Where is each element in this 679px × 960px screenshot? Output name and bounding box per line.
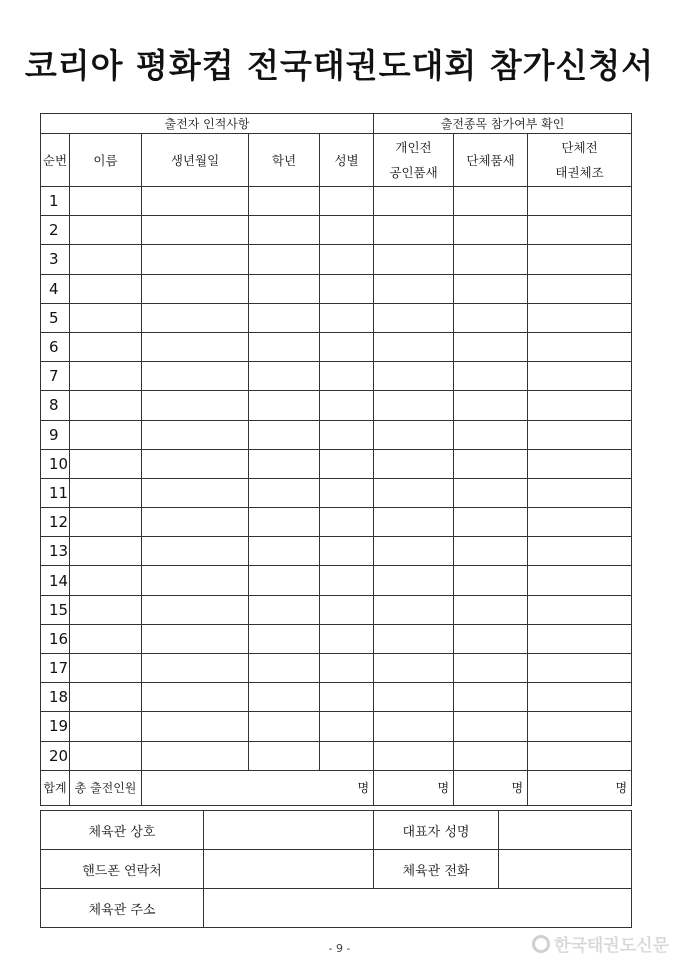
cell-name[interactable] xyxy=(70,654,142,683)
col-header-order: 순번 xyxy=(41,134,70,187)
representative-field[interactable] xyxy=(499,811,632,850)
cell-birth[interactable] xyxy=(142,478,249,507)
watermark-text: 한국태권도신문 xyxy=(554,936,669,956)
entry-rows xyxy=(41,187,632,771)
cell-birth[interactable] xyxy=(142,420,249,449)
cell-birth[interactable] xyxy=(142,216,249,245)
cell-individual[interactable] xyxy=(374,712,454,741)
total-label: 합계 xyxy=(41,770,70,805)
cell-name[interactable] xyxy=(70,303,142,332)
cell-team-poomsae[interactable] xyxy=(454,449,528,478)
table-row xyxy=(41,245,632,274)
table-row xyxy=(41,391,632,420)
col-header-birth: 생년월일 xyxy=(142,134,249,187)
cell-birth[interactable] xyxy=(142,274,249,303)
cell-birth[interactable] xyxy=(142,508,249,537)
row-number: 15 xyxy=(41,595,70,624)
row-number: 13 xyxy=(41,537,70,566)
page-title: 코리아 평화컵 전국태권도대회 참가신청서 xyxy=(24,46,655,85)
cell-birth[interactable] xyxy=(142,449,249,478)
cell-team[interactable] xyxy=(528,566,632,595)
cell-individual[interactable] xyxy=(374,654,454,683)
entry-table xyxy=(40,113,632,806)
cell-name[interactable] xyxy=(70,683,142,712)
cell-gender[interactable] xyxy=(320,624,374,653)
watermark xyxy=(532,931,669,956)
table-row xyxy=(41,683,632,712)
cell-team[interactable] xyxy=(528,712,632,741)
cell-individual[interactable] xyxy=(374,216,454,245)
cell-team[interactable] xyxy=(528,478,632,507)
cell-team-poomsae[interactable] xyxy=(454,508,528,537)
total-count-cell[interactable]: 명 xyxy=(142,770,374,805)
cell-team-poomsae[interactable] xyxy=(454,712,528,741)
cell-team[interactable] xyxy=(528,508,632,537)
cell-grade[interactable] xyxy=(249,216,320,245)
col-header-individual xyxy=(374,134,454,187)
cell-team-poomsae[interactable] xyxy=(454,274,528,303)
total-team-cell[interactable]: 명 xyxy=(528,770,632,805)
row-number: 9 xyxy=(41,420,70,449)
cell-gender[interactable] xyxy=(320,362,374,391)
cell-gender[interactable] xyxy=(320,449,374,478)
cell-team[interactable] xyxy=(528,245,632,274)
table-row xyxy=(41,187,632,216)
cell-grade[interactable] xyxy=(249,624,320,653)
cell-birth[interactable] xyxy=(142,654,249,683)
col-header-individual-line1: 개인전 xyxy=(395,140,432,155)
group-header-events: 출전종목 참가여부 확인 xyxy=(374,114,632,134)
cell-individual[interactable] xyxy=(374,624,454,653)
table-row xyxy=(41,566,632,595)
table-row xyxy=(41,741,632,770)
cell-grade[interactable] xyxy=(249,712,320,741)
cell-gender[interactable] xyxy=(320,683,374,712)
cell-individual[interactable] xyxy=(374,478,454,507)
cell-gender[interactable] xyxy=(320,303,374,332)
cell-grade[interactable] xyxy=(249,332,320,361)
row-number: 3 xyxy=(41,245,70,274)
cell-name[interactable] xyxy=(70,537,142,566)
row-number: 6 xyxy=(41,332,70,361)
row-number: 8 xyxy=(41,391,70,420)
cell-team-poomsae[interactable] xyxy=(454,537,528,566)
cell-birth[interactable] xyxy=(142,332,249,361)
cell-team-poomsae[interactable] xyxy=(454,245,528,274)
cell-individual[interactable] xyxy=(374,508,454,537)
row-number: 16 xyxy=(41,624,70,653)
cell-team[interactable] xyxy=(528,303,632,332)
row-number: 2 xyxy=(41,216,70,245)
cell-name[interactable] xyxy=(70,332,142,361)
col-header-name: 이름 xyxy=(70,134,142,187)
cell-grade[interactable] xyxy=(249,187,320,216)
cell-name[interactable] xyxy=(70,245,142,274)
col-header-team-poomsae: 단체품새 xyxy=(454,134,528,187)
cell-name[interactable] xyxy=(70,420,142,449)
row-number: 11 xyxy=(41,478,70,507)
cell-team[interactable] xyxy=(528,537,632,566)
table-row xyxy=(41,654,632,683)
cell-grade[interactable] xyxy=(249,274,320,303)
cell-gender[interactable] xyxy=(320,420,374,449)
cell-grade[interactable] xyxy=(249,303,320,332)
cell-team[interactable] xyxy=(528,362,632,391)
cell-team[interactable] xyxy=(528,332,632,361)
cell-individual[interactable] xyxy=(374,303,454,332)
table-row xyxy=(41,303,632,332)
col-header-team xyxy=(528,134,632,187)
cell-individual[interactable] xyxy=(374,245,454,274)
cell-team[interactable] xyxy=(528,420,632,449)
cell-gender[interactable] xyxy=(320,478,374,507)
total-team-poomsae-cell[interactable]: 명 xyxy=(454,770,528,805)
cell-birth[interactable] xyxy=(142,595,249,624)
row-number: 7 xyxy=(41,362,70,391)
cell-team-poomsae[interactable] xyxy=(454,420,528,449)
cell-grade[interactable] xyxy=(249,449,320,478)
cell-team[interactable] xyxy=(528,624,632,653)
address-label: 체육관 주소 xyxy=(41,889,204,928)
cell-team-poomsae[interactable] xyxy=(454,741,528,770)
row-number: 18 xyxy=(41,683,70,712)
table-row xyxy=(41,449,632,478)
row-number: 10 xyxy=(41,449,70,478)
cell-team-poomsae[interactable] xyxy=(454,624,528,653)
gym-info-table xyxy=(40,810,632,928)
cell-gender[interactable] xyxy=(320,654,374,683)
cell-gender[interactable] xyxy=(320,245,374,274)
cell-grade[interactable] xyxy=(249,478,320,507)
cell-birth[interactable] xyxy=(142,245,249,274)
phone-label: 핸드폰 연락처 xyxy=(41,850,204,889)
cell-grade[interactable] xyxy=(249,391,320,420)
row-number: 4 xyxy=(41,274,70,303)
cell-birth[interactable] xyxy=(142,741,249,770)
cell-name[interactable] xyxy=(70,712,142,741)
cell-team-poomsae[interactable] xyxy=(454,595,528,624)
cell-individual[interactable] xyxy=(374,741,454,770)
table-row xyxy=(41,216,632,245)
cell-team[interactable] xyxy=(528,741,632,770)
gym-name-label: 체육관 상호 xyxy=(41,811,204,850)
cell-individual[interactable] xyxy=(374,566,454,595)
cell-name[interactable] xyxy=(70,391,142,420)
cell-name[interactable] xyxy=(70,449,142,478)
cell-birth[interactable] xyxy=(142,624,249,653)
cell-gender[interactable] xyxy=(320,712,374,741)
cell-individual[interactable] xyxy=(374,187,454,216)
cell-individual[interactable] xyxy=(374,332,454,361)
cell-gender[interactable] xyxy=(320,332,374,361)
table-row xyxy=(41,508,632,537)
col-header-grade: 학년 xyxy=(249,134,320,187)
representative-label: 대표자 성명 xyxy=(374,811,499,850)
cell-grade[interactable] xyxy=(249,420,320,449)
cell-name[interactable] xyxy=(70,595,142,624)
cell-individual[interactable] xyxy=(374,537,454,566)
cell-individual[interactable] xyxy=(374,683,454,712)
cell-birth[interactable] xyxy=(142,187,249,216)
cell-team-poomsae[interactable] xyxy=(454,478,528,507)
phone-field[interactable] xyxy=(204,850,374,889)
group-header-personal: 출전자 인적사항 xyxy=(41,114,374,134)
cell-team[interactable] xyxy=(528,274,632,303)
cell-grade[interactable] xyxy=(249,537,320,566)
cell-gender[interactable] xyxy=(320,741,374,770)
cell-name[interactable] xyxy=(70,362,142,391)
cell-team-poomsae[interactable] xyxy=(454,654,528,683)
cell-team-poomsae[interactable] xyxy=(454,683,528,712)
watermark-logo-icon xyxy=(532,935,550,953)
cell-grade[interactable] xyxy=(249,683,320,712)
row-number: 1 xyxy=(41,187,70,216)
cell-name[interactable] xyxy=(70,624,142,653)
cell-team-poomsae[interactable] xyxy=(454,216,528,245)
cell-birth[interactable] xyxy=(142,712,249,741)
row-number: 17 xyxy=(41,654,70,683)
cell-gender[interactable] xyxy=(320,216,374,245)
cell-birth[interactable] xyxy=(142,362,249,391)
cell-individual[interactable] xyxy=(374,420,454,449)
cell-gender[interactable] xyxy=(320,537,374,566)
table-row xyxy=(41,595,632,624)
row-number: 12 xyxy=(41,508,70,537)
table-row xyxy=(41,362,632,391)
cell-individual[interactable] xyxy=(374,449,454,478)
cell-team-poomsae[interactable] xyxy=(454,303,528,332)
cell-team-poomsae[interactable] xyxy=(454,391,528,420)
row-number: 14 xyxy=(41,566,70,595)
cell-team[interactable] xyxy=(528,449,632,478)
cell-birth[interactable] xyxy=(142,537,249,566)
cell-name[interactable] xyxy=(70,216,142,245)
cell-grade[interactable] xyxy=(249,245,320,274)
table-row xyxy=(41,420,632,449)
col-header-gender: 성별 xyxy=(320,134,374,187)
cell-grade[interactable] xyxy=(249,741,320,770)
col-header-team-line2: 태권체조 xyxy=(555,165,604,180)
col-header-team-line1: 단체전 xyxy=(561,140,598,155)
page-number: - 9 - xyxy=(328,942,351,955)
cell-individual[interactable] xyxy=(374,595,454,624)
cell-grade[interactable] xyxy=(249,654,320,683)
cell-individual[interactable] xyxy=(374,362,454,391)
cell-individual[interactable] xyxy=(374,274,454,303)
cell-gender[interactable] xyxy=(320,508,374,537)
cell-gender[interactable] xyxy=(320,566,374,595)
cell-gender[interactable] xyxy=(320,391,374,420)
gym-name-field[interactable] xyxy=(204,811,374,850)
cell-team[interactable] xyxy=(528,595,632,624)
cell-name[interactable] xyxy=(70,478,142,507)
cell-birth[interactable] xyxy=(142,391,249,420)
gym-phone-label: 체육관 전화 xyxy=(374,850,499,889)
cell-team-poomsae[interactable] xyxy=(454,362,528,391)
cell-team[interactable] xyxy=(528,391,632,420)
row-number: 5 xyxy=(41,303,70,332)
cell-birth[interactable] xyxy=(142,303,249,332)
cell-name[interactable] xyxy=(70,741,142,770)
cell-birth[interactable] xyxy=(142,566,249,595)
address-field[interactable] xyxy=(204,889,632,928)
table-row xyxy=(41,478,632,507)
cell-name[interactable] xyxy=(70,566,142,595)
cell-name[interactable] xyxy=(70,187,142,216)
cell-team[interactable] xyxy=(528,654,632,683)
cell-team-poomsae[interactable] xyxy=(454,332,528,361)
cell-team-poomsae[interactable] xyxy=(454,566,528,595)
table-row xyxy=(41,274,632,303)
cell-gender[interactable] xyxy=(320,274,374,303)
cell-team[interactable] xyxy=(528,216,632,245)
cell-team[interactable] xyxy=(528,187,632,216)
cell-name[interactable] xyxy=(70,508,142,537)
cell-team[interactable] xyxy=(528,683,632,712)
table-row xyxy=(41,712,632,741)
cell-birth[interactable] xyxy=(142,683,249,712)
cell-grade[interactable] xyxy=(249,595,320,624)
cell-team-poomsae[interactable] xyxy=(454,187,528,216)
total-individual-cell[interactable]: 명 xyxy=(374,770,454,805)
row-number: 20 xyxy=(41,741,70,770)
cell-name[interactable] xyxy=(70,274,142,303)
table-row xyxy=(41,624,632,653)
cell-grade[interactable] xyxy=(249,362,320,391)
row-number: 19 xyxy=(41,712,70,741)
cell-grade[interactable] xyxy=(249,566,320,595)
col-header-individual-line2: 공인품새 xyxy=(389,165,438,180)
gym-phone-field[interactable] xyxy=(499,850,632,889)
cell-grade[interactable] xyxy=(249,508,320,537)
table-row xyxy=(41,332,632,361)
cell-gender[interactable] xyxy=(320,187,374,216)
total-sublabel: 총 출전인원 xyxy=(70,770,142,805)
table-row xyxy=(41,537,632,566)
cell-individual[interactable] xyxy=(374,391,454,420)
cell-gender[interactable] xyxy=(320,595,374,624)
